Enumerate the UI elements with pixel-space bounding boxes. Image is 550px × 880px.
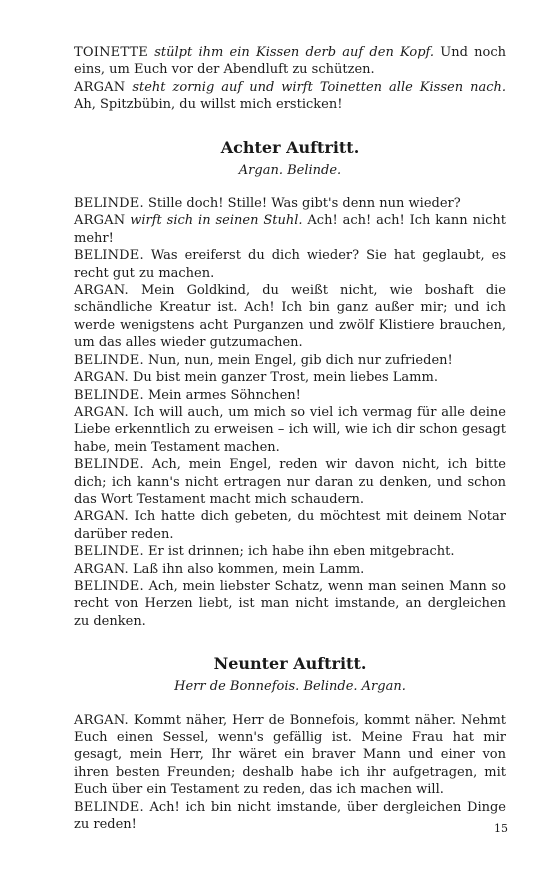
speech-line (74, 456, 506, 508)
speaker-name: ARGAN (74, 213, 126, 229)
speech-line (74, 44, 506, 79)
speech-line (74, 352, 506, 369)
scene-cast: Argan. Belinde. (238, 162, 342, 178)
speaker-name: ARGAN. (74, 509, 129, 525)
speech-text: Nun, nun, mein Engel, gib dich nur zufrieden! (147, 352, 453, 368)
speaker-name: BELINDE. (74, 248, 144, 264)
speech-line (74, 369, 506, 386)
speech-text: Du bist mein ganzer Trost, mein liebes Lamm. (132, 370, 438, 386)
speech-line (74, 387, 506, 404)
speech-text: Mein armes Söhnchen! (147, 387, 301, 403)
speech-line (74, 247, 506, 282)
scene-cast: Herr de Bonnefois. Belinde. Argan. (174, 679, 406, 695)
speech-text: Stille doch! Stille! Was gibt's denn nun wieder? (147, 196, 461, 212)
stage-direction: wirft sich in seinen Stuhl. (130, 213, 303, 229)
speech-line (74, 79, 506, 114)
speaker-name: BELINDE. (74, 578, 144, 594)
speech-line (74, 799, 506, 834)
speech-line (74, 561, 506, 578)
speech-line (74, 578, 506, 630)
speaker-name: BELINDE. (74, 799, 144, 815)
speaker-name: BELINDE. (74, 457, 144, 473)
speech-text: Ich hatte dich gebeten, du möchtest mit deinem Notar darüber reden. (74, 509, 506, 542)
speech-text: Ach! ach! ach! Ich kann nicht mehr! (74, 213, 506, 246)
speech-text: Mein Goldkind, du weißt nicht, wie boshaft die schändliche Kreatur ist. Ach! Ich bin ganz außer mir; und ich werde wenigstens acht Purganzen und zwölf Klistiere brauchen, um das alles wieder gutzumachen. (74, 283, 506, 351)
speaker-name: ARGAN. (74, 561, 129, 577)
speech-text: Kommt näher, Herr de Bonnefois, kommt näher. Nehmt Euch einen Sessel, wenn's gefällig ist. Meine Frau hat mir gesagt, mein Herr, Ihr wäret ein braver Mann und einer von ihren besten Freunden; deshalb habe ich ihr aufgetragen, mit Euch über ein Testament zu reden, das ich machen will. (74, 712, 506, 798)
speaker-name: BELINDE. (74, 544, 144, 560)
speaker-name: ARGAN. (74, 404, 129, 420)
scene-heading: Achter Auftritt. (220, 137, 360, 157)
speech-line (74, 712, 506, 799)
stage-direction: stülpt ihm ein Kissen derb auf den Kopf. (154, 45, 435, 60)
speech-text: Ach! ich bin nicht imstande, über dergleichen Dinge zu reden! (74, 799, 506, 833)
speech-line (74, 404, 506, 456)
speaker-name: TOINETTE (74, 45, 149, 60)
speech-text: Ach, mein Engel, reden wir davon nicht, ich bitte dich; ich kann's nicht ertragen nur daran zu denken, und schon das Wort Testament macht mich schaudern. (74, 457, 506, 507)
speaker-name: BELINDE. (74, 352, 144, 368)
speaker-name: ARGAN. (74, 283, 129, 299)
speaker-name: ARGAN. (74, 712, 129, 728)
scene-heading: Neunter Auftritt. (213, 654, 367, 674)
speaker-name: BELINDE. (74, 196, 144, 212)
speaker-name: BELINDE. (74, 387, 144, 403)
speech-line (74, 282, 506, 352)
page-body (74, 44, 506, 833)
stage-direction: steht zornig auf und wirft Toinetten alle Kissen nach. (132, 79, 506, 95)
speech-text: Ach, mein liebster Schatz, wenn man seinen Mann so recht von Herzen liebt, ist man nicht imstande, an dergleichen zu denken. (74, 578, 507, 629)
speech-text: Laß ihn also kommen, mein Lamm. (132, 561, 365, 577)
speech-text: Er ist drinnen; ich habe ihn eben mitgebracht. (147, 544, 455, 560)
speech-text: Und noch eins, um Euch vor der Abendluft zu schützen. (74, 45, 506, 78)
speech-text: Was ereiferst du dich wieder? Sie hat geglaubt, es recht gut zu machen. (74, 248, 506, 281)
speech-line (74, 212, 506, 247)
speech-line (74, 543, 506, 560)
speech-text: Ich will auch, um mich so viel ich vermag für alle deine Liebe erkenntlich zu erweisen – ich will, wie ich dir schon gesagt habe, mein Testament machen. (74, 404, 506, 455)
speaker-name: ARGAN. (74, 370, 129, 386)
page-number: 15 (494, 822, 508, 835)
speech-line (74, 508, 506, 543)
speaker-name: ARGAN (74, 79, 126, 95)
speech-text: Ah, Spitzbübin, du willst mich ersticken! (74, 97, 343, 113)
speech-line (74, 195, 506, 212)
